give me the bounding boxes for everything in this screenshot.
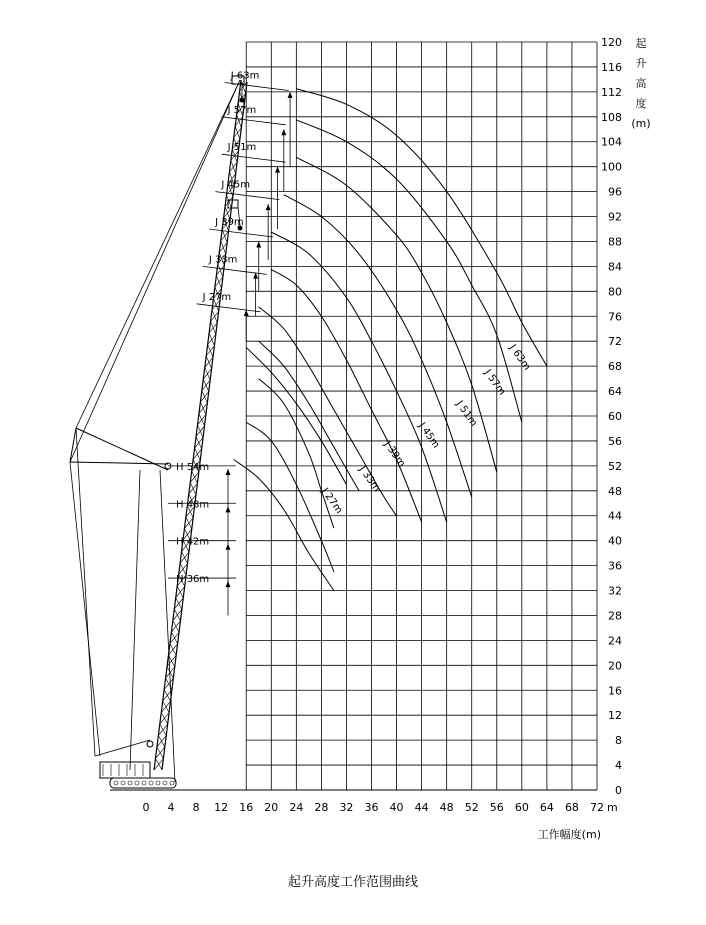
curve-label: J 51m: [453, 398, 480, 429]
y-tick-label: 56: [608, 434, 622, 448]
track-wheel: [128, 781, 132, 785]
curves: [234, 89, 547, 591]
y-tick-label: 52: [608, 459, 622, 473]
curve-unnamed: [234, 460, 334, 591]
boom-lattice: [198, 425, 204, 437]
boom-lattice: [176, 598, 182, 610]
y-tick-label: 8: [615, 734, 622, 748]
y-tick-label: 108: [601, 110, 622, 124]
y-tick-label: 120: [601, 36, 622, 49]
boom-lattice: [196, 437, 202, 449]
y-tick-label: 92: [608, 210, 622, 224]
y-tick-label: 16: [608, 684, 622, 698]
y-tick-label: 84: [608, 260, 622, 274]
boom-lattice: [212, 310, 217, 323]
x-tick-label: 32: [339, 801, 354, 814]
y-tick-label: 12: [608, 709, 622, 723]
boom-lattice: [170, 644, 176, 656]
y-axis-label-char: 高: [635, 77, 647, 90]
curve-label: J 63m: [506, 342, 533, 373]
y-tick-label: 36: [608, 559, 622, 573]
chart-caption: 起升高度工作范围曲线: [287, 875, 418, 890]
boom-lattice: [174, 609, 180, 621]
y-tick-label: 40: [608, 534, 622, 548]
x-axis-label: 工作幅度(m): [537, 828, 601, 841]
boom-lattice: [171, 632, 177, 644]
track-wheel: [142, 781, 146, 785]
x-tick-label: 60: [514, 801, 529, 814]
grid: [110, 42, 597, 790]
boom-line: [130, 470, 140, 770]
track-wheel: [163, 781, 167, 785]
boom-lattice: [211, 322, 216, 335]
boom-lattice: [221, 241, 226, 254]
boom-lattice: [237, 115, 242, 128]
boom-lattice: [182, 552, 188, 564]
boom-lattice: [177, 586, 183, 598]
boom-lattice: [235, 126, 240, 139]
x-tick-label: 20: [264, 801, 279, 814]
jib-label: J 45m: [221, 179, 250, 191]
boom-lattice: [202, 391, 207, 404]
y-tick-label: 76: [608, 310, 622, 324]
boom-lattice: [157, 747, 164, 759]
x-tick-label: 48: [439, 801, 454, 814]
boom-lattice: [203, 379, 208, 392]
arrowhead: [226, 506, 231, 512]
curve-unnamed: [246, 422, 334, 572]
y-tick-label: 0: [615, 784, 622, 797]
jib-label: J 33m: [208, 254, 238, 266]
boom-lattice: [173, 621, 179, 633]
curve-label: J 33m: [356, 464, 382, 495]
arrowhead: [275, 167, 280, 173]
boom-lattice: [205, 368, 210, 381]
boom-lattice: [163, 701, 169, 713]
track-wheel: [114, 781, 118, 785]
boom-lattice: [216, 276, 221, 289]
y-tick-label: 112: [601, 85, 622, 99]
boom-lattice: [161, 713, 167, 725]
boom-lattice: [231, 161, 236, 174]
y-tick-label: 64: [608, 385, 622, 399]
strut: [70, 428, 76, 462]
boom-lattice: [190, 483, 196, 495]
jib-leader-line: [197, 304, 261, 312]
backstay: [95, 740, 150, 756]
y-tick-label: 72: [608, 335, 622, 349]
y-tick-label: 104: [601, 135, 622, 149]
x-tick-label: 8: [192, 801, 200, 814]
jib-label: J 63m: [230, 70, 260, 82]
y-axis-label-char: 起: [635, 37, 647, 50]
y-axis-label-char: 度: [635, 97, 647, 110]
jib-label: J 51m: [227, 142, 257, 154]
boom-lattice: [195, 448, 201, 460]
boom-lattice: [160, 724, 166, 736]
counterweight: [100, 762, 150, 778]
arrowhead: [226, 581, 231, 587]
curve-label: J 27m: [318, 486, 345, 516]
labels: [168, 71, 532, 616]
boom-lattice: [155, 759, 162, 771]
jib-leader-line: [225, 83, 289, 91]
track-wheel: [149, 781, 153, 785]
boom-lattice: [208, 345, 213, 358]
y-tick-label: 32: [608, 584, 622, 598]
x-tick-label: 36: [364, 801, 379, 814]
boom-lattice: [166, 678, 172, 690]
arrowhead: [288, 92, 293, 98]
boom-lattice: [199, 414, 205, 427]
jib-label: J 57m: [227, 104, 257, 116]
boom-foot-pin: [147, 741, 153, 747]
boom-lattice: [164, 690, 170, 702]
main-boom-label: H 48m: [176, 499, 210, 511]
y-tick-label: 44: [608, 509, 622, 523]
y-tick-label: 88: [608, 235, 622, 249]
main-boom-label: H 54m: [176, 461, 210, 473]
crawler-track: [110, 778, 176, 788]
y-tick-label: 96: [608, 185, 622, 199]
x-tick-label: 0: [142, 801, 150, 814]
backstay: [76, 428, 95, 756]
x-tick-label: 16: [239, 801, 254, 814]
x-tick-label: 4: [167, 801, 175, 814]
y-tick-label: 4: [615, 759, 622, 773]
x-tick-label: 40: [389, 801, 404, 814]
curve-j39m: [271, 232, 446, 522]
x-tick-label: 68: [564, 801, 579, 814]
y-tick-label: 20: [608, 659, 622, 673]
x-tick-label: 24: [289, 801, 304, 814]
boom-lattice: [200, 402, 206, 415]
x-tick-label: 28: [314, 801, 329, 814]
jib-leader-line: [215, 192, 279, 200]
track-wheel: [170, 781, 174, 785]
jib-leader-line: [203, 266, 267, 274]
y-tick-label: 100: [601, 160, 622, 174]
arrowhead: [281, 129, 286, 135]
curve-j45m: [284, 195, 472, 497]
y-tick-label: 24: [608, 634, 622, 648]
track-wheel: [135, 781, 139, 785]
y-tick-label: 80: [608, 285, 622, 299]
x-tick-label: 72: [590, 801, 604, 814]
boom-lattice: [218, 264, 223, 277]
y-axis-label-char: (m): [631, 117, 651, 130]
y-tick-label: 48: [608, 484, 622, 498]
track-wheel: [156, 781, 160, 785]
x-unit-label: m: [607, 801, 618, 814]
main-boom-label: H 36m: [176, 574, 210, 586]
boom-lattice: [186, 517, 192, 529]
curve-label: J 57m: [481, 367, 508, 398]
boom-lattice: [227, 195, 232, 208]
x-tick-label: 52: [464, 801, 479, 814]
main-boom-label: H 42m: [176, 536, 210, 548]
x-tick-label: 44: [414, 801, 429, 814]
x-tick-label: 12: [214, 801, 229, 814]
boom-lattice: [206, 356, 211, 369]
jib-label: J 27m: [202, 291, 232, 303]
boom-lattice: [158, 736, 164, 748]
y-tick-label: 116: [601, 60, 622, 74]
x-tick-label: 64: [539, 801, 554, 814]
arrowhead: [244, 310, 249, 316]
arrowhead: [256, 241, 261, 247]
track-wheel: [121, 781, 125, 785]
arrowhead: [226, 544, 231, 550]
y-axis-label-char: 升: [635, 57, 647, 70]
backstay: [70, 462, 100, 756]
y-tick-label: 28: [608, 609, 622, 623]
curve-label: J 39m: [381, 439, 407, 470]
hook: [240, 98, 245, 103]
curve-label: J 45m: [416, 420, 442, 451]
y-tick-label: 68: [608, 360, 622, 374]
arrowhead: [226, 469, 231, 475]
jib-label: J 39m: [215, 217, 244, 228]
x-tick-label: 56: [489, 801, 504, 814]
arrowhead: [266, 204, 271, 210]
pendant: [70, 80, 240, 462]
jib-leader-line: [222, 117, 286, 125]
y-tick-label: 60: [608, 410, 622, 423]
boom-lattice: [209, 333, 214, 346]
